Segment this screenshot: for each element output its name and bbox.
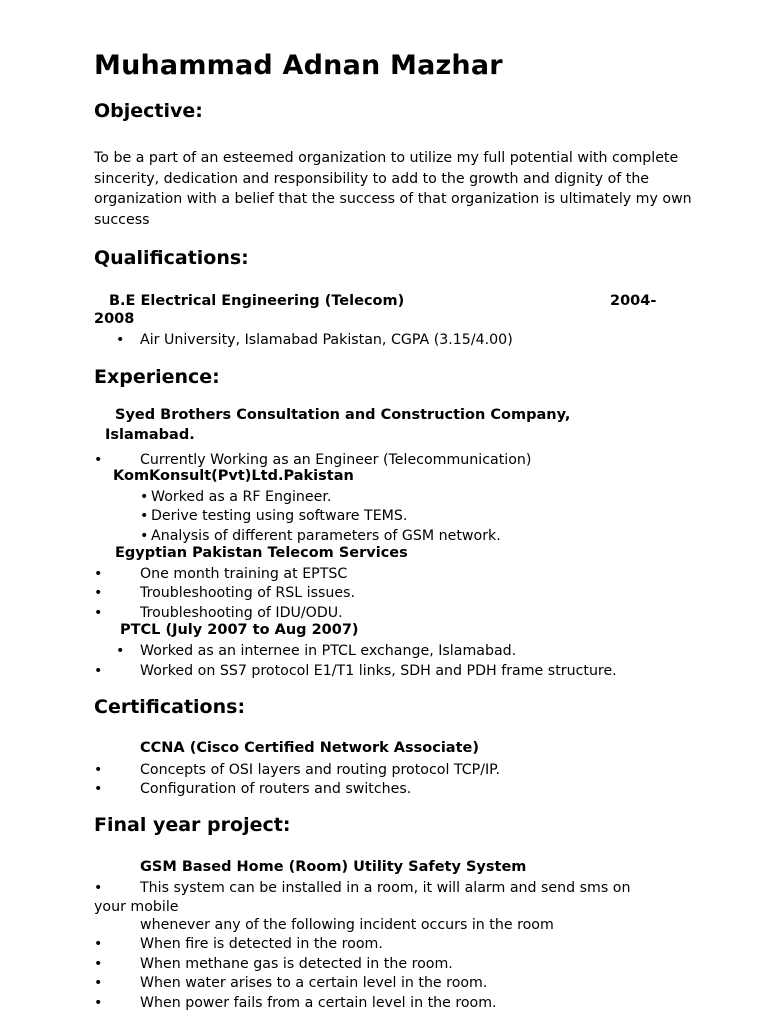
- company-syed-brothers: Syed Brothers Consultation and Construction Company,: [115, 407, 571, 423]
- qualifications-heading: Qualifications:: [94, 247, 249, 269]
- bullet-dot: •: [94, 975, 103, 991]
- experience-item: Worked on SS7 protocol E1/T1 links, SDH and PDH frame structure.: [140, 663, 617, 679]
- project-description-cont: your mobile: [94, 899, 179, 915]
- bullet-dot: •: [94, 452, 103, 468]
- bullet-dot: •: [94, 605, 103, 621]
- bullet-dot: •: [94, 781, 103, 797]
- bullet-dot: •: [94, 936, 103, 952]
- university-item: Air University, Islamabad Pakistan, CGPA (3.15/4.00): [140, 332, 513, 348]
- experience-item: Derive testing using software TEMS.: [151, 508, 408, 524]
- bullet-dot: •: [94, 663, 103, 679]
- bullet-dot: •: [94, 956, 103, 972]
- bullet-dot: •: [116, 332, 125, 348]
- company-komkonsult: KomKonsult(Pvt)Ltd.Pakistan: [113, 468, 354, 484]
- experience-item: Troubleshooting of RSL issues.: [140, 585, 356, 601]
- degree-years-end: 2008: [94, 311, 135, 327]
- experience-item: Worked as an internee in PTCL exchange, Islamabad.: [140, 643, 517, 659]
- bullet-dot: •: [116, 643, 125, 659]
- certification-item: Concepts of OSI layers and routing protocol TCP/IP.: [140, 762, 501, 778]
- project-item: When power fails from a certain level in the room.: [140, 995, 497, 1011]
- company-syed-brothers-city: Islamabad.: [105, 427, 195, 443]
- experience-item: One month training at EPTSC: [140, 566, 348, 582]
- bullet-dot: •: [94, 880, 103, 896]
- experience-heading: Experience:: [94, 366, 220, 388]
- experience-item: Currently Working as an Engineer (Telecommunication): [140, 452, 532, 468]
- bullet-dot: •: [94, 995, 103, 1011]
- candidate-name: Muhammad Adnan Mazhar: [94, 50, 503, 81]
- bullet-dot: •: [140, 528, 149, 544]
- company-eptsc: Egyptian Pakistan Telecom Services: [115, 545, 408, 561]
- experience-item: Troubleshooting of IDU/ODU.: [140, 605, 343, 621]
- certifications-heading: Certifications:: [94, 696, 246, 718]
- bullet-dot: •: [140, 489, 149, 505]
- project-item: When methane gas is detected in the room.: [140, 956, 453, 972]
- certification-title: CCNA (Cisco Certified Network Associate): [140, 740, 479, 756]
- project-heading: Final year project:: [94, 814, 291, 836]
- bullet-dot: •: [140, 508, 149, 524]
- project-description-cont2: whenever any of the following incident occurs in the room: [140, 917, 554, 933]
- bullet-dot: •: [94, 566, 103, 582]
- bullet-dot: •: [94, 585, 103, 601]
- certification-item: Configuration of routers and switches.: [140, 781, 412, 797]
- degree-years-start: 2004-: [610, 293, 657, 309]
- project-title: GSM Based Home (Room) Utility Safety System: [140, 859, 527, 875]
- experience-item: Worked as a RF Engineer.: [151, 489, 332, 505]
- experience-item: Analysis of different parameters of GSM network.: [151, 528, 501, 544]
- project-item: When fire is detected in the room.: [140, 936, 383, 952]
- bullet-dot: •: [94, 762, 103, 778]
- degree-title: B.E Electrical Engineering (Telecom): [109, 293, 405, 309]
- project-description: This system can be installed in a room, it will alarm and send sms on: [140, 880, 631, 896]
- company-ptcl: PTCL (July 2007 to Aug 2007): [120, 622, 359, 638]
- project-item: When water arises to a certain level in the room.: [140, 975, 488, 991]
- objective-heading: Objective:: [94, 100, 203, 122]
- objective-text: To be a part of an esteemed organization to utilize my full potential with complete sincerity, dedication and responsibility to add to the growth and dignity of the organization with a belief that the success of that organization is ultimately my own success: [94, 150, 692, 228]
